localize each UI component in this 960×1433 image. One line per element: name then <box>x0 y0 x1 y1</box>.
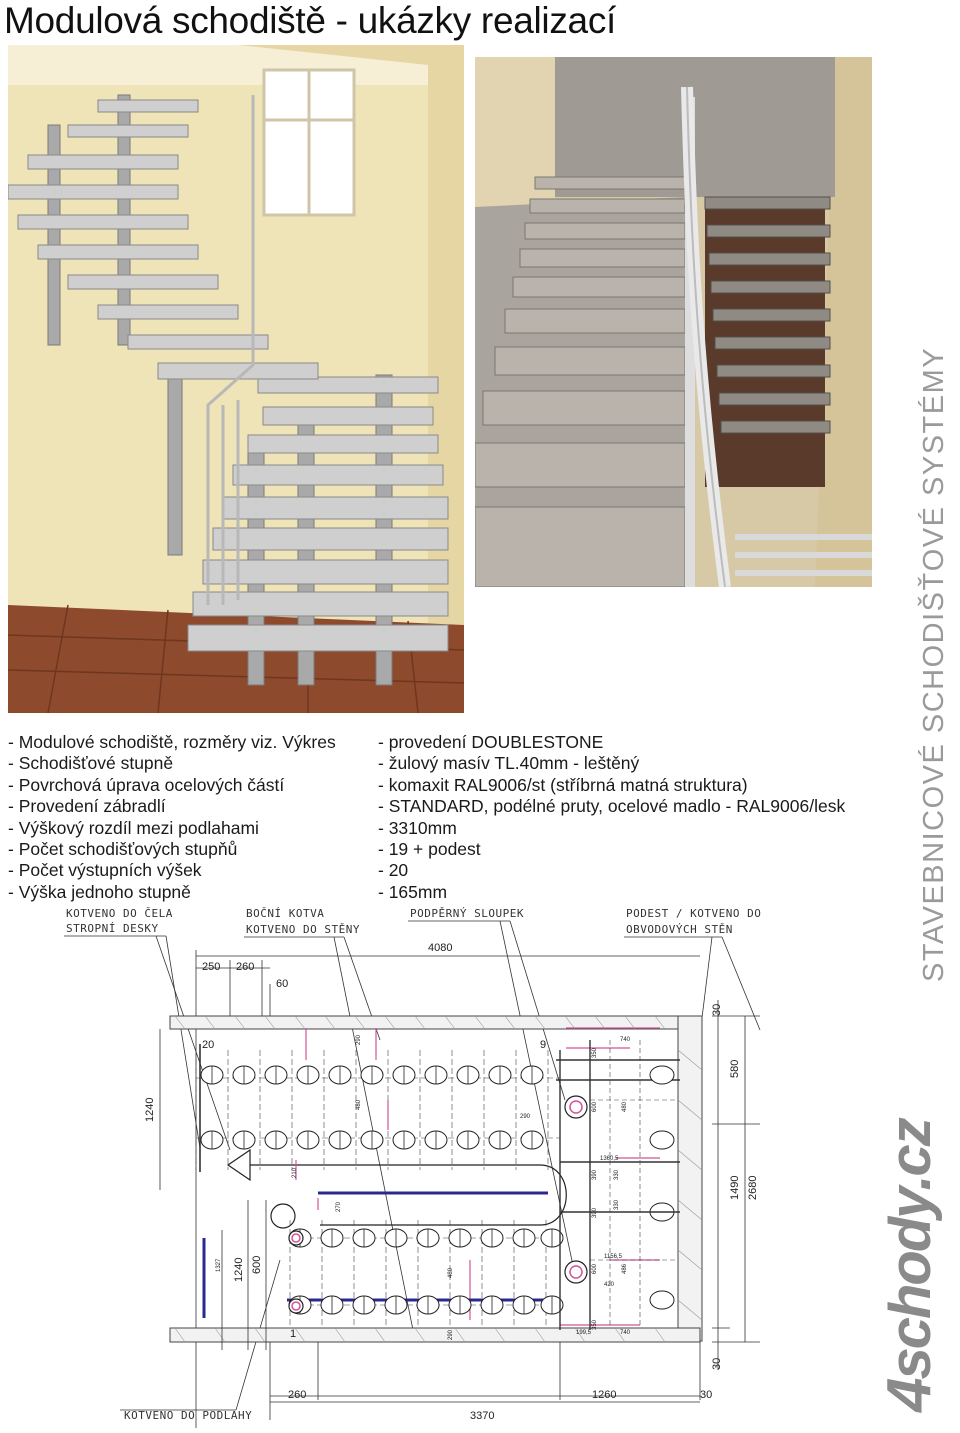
page-title: Modulová schodiště - ukázky realizací <box>4 0 617 41</box>
technical-drawing <box>0 900 900 1428</box>
photo-granite-stair <box>475 57 872 587</box>
dim-260b: 260 <box>288 1389 307 1401</box>
specifications <box>8 732 898 903</box>
label-bocni-kotva-1: BOČNÍ KOTVA <box>246 907 325 920</box>
dim-1: 1 <box>290 1328 297 1340</box>
spec-row <box>8 796 898 817</box>
spec-row <box>8 753 898 774</box>
dim-30c: 30 <box>700 1389 713 1401</box>
dim-s420: 420 <box>604 1282 615 1288</box>
label-podlaha: KOTVENO DO PODLAHY <box>124 1409 253 1422</box>
dim-s486: 486 <box>622 1263 628 1274</box>
spec-value: - komaxit RAL9006/st (stříbrná matná struktura) <box>378 774 748 795</box>
spec-label: - Modulové schodiště, rozměry viz. Výkres <box>8 732 336 752</box>
dim-1240-left: 1240 <box>144 1097 156 1122</box>
dim-s1156: 1156,5 <box>604 1254 622 1260</box>
dim-1327: 1327 <box>216 1258 222 1272</box>
dim-s270: 270 <box>336 1201 342 1212</box>
spec-label: - Počet výstupních výšek <box>8 860 202 881</box>
spec-row <box>8 818 898 839</box>
spec-value: - provedení DOUBLESTONE <box>378 732 604 752</box>
label-bocni-kotva-2: KOTVENO DO STĚNY <box>246 923 360 936</box>
spec-label: - Povrchová úprava ocelových částí <box>8 774 285 795</box>
stair-plan-drawing <box>0 900 900 1428</box>
spec-label: - Provedení zábradlí <box>8 796 166 817</box>
spec-row <box>8 775 898 796</box>
dim-60: 60 <box>276 978 289 990</box>
spec-value: - 19 + podest <box>378 838 481 859</box>
dim-1240-inner: 1240 <box>233 1257 245 1282</box>
dim-250: 250 <box>202 961 221 973</box>
dim-s480a: 480 <box>356 1099 362 1110</box>
spec-label: - Výškový rozdíl mezi podlahami <box>8 817 259 838</box>
spec-value: - 20 <box>378 860 409 881</box>
dim-3370: 3370 <box>470 1410 495 1422</box>
dim-1260: 1260 <box>592 1389 617 1401</box>
dim-9: 9 <box>540 1039 547 1051</box>
dim-20: 20 <box>202 1039 215 1051</box>
spec-label: - Výška jednoho stupně <box>8 881 191 902</box>
dim-30-top: 30 <box>711 1003 723 1016</box>
dim-s199: 199,5 <box>576 1330 592 1336</box>
dim-s290c: 290 <box>520 1114 531 1120</box>
spec-value: - 3310mm <box>378 817 457 838</box>
logo-text: schody.cz <box>878 1119 943 1380</box>
dim-s330b: 330 <box>614 1199 620 1210</box>
dim-s290a: 290 <box>356 1034 362 1045</box>
spec-value: - 165mm <box>378 881 448 902</box>
label-sloupek: PODPĚRNÝ SLOUPEK <box>410 907 524 920</box>
spec-row <box>8 860 898 881</box>
dim-30-bottom: 30 <box>711 1357 723 1370</box>
dim-s740a: 740 <box>620 1037 631 1043</box>
dim-s390b: 390 <box>592 1207 598 1218</box>
dim-s600b: 600 <box>592 1263 598 1274</box>
dim-s1360: 1360,5 <box>600 1156 619 1162</box>
spec-value: - STANDARD, podélné pruty, ocelové madlo - RAL9006/lesk <box>378 796 846 817</box>
spec-row <box>8 732 898 753</box>
dim-s480c: 480 <box>622 1101 628 1112</box>
dim-s390a: 390 <box>592 1169 598 1180</box>
label-podest-2: OBVODOVÝCH STĚN <box>626 923 733 936</box>
label-kotveno-cela-1: KOTVENO DO ČELA <box>66 907 173 920</box>
dim-1490: 1490 <box>729 1175 741 1200</box>
dim-s290b: 290 <box>448 1329 454 1340</box>
label-podest-1: PODEST / KOTVENO DO <box>626 907 762 920</box>
dim-s740b: 740 <box>620 1330 631 1336</box>
dim-580: 580 <box>729 1059 741 1078</box>
dim-260a: 260 <box>236 961 255 973</box>
dim-s210: 210 <box>292 1167 298 1178</box>
dim-2680: 2680 <box>747 1175 759 1200</box>
dim-s350b: 350 <box>592 1319 598 1330</box>
dim-s350a: 350 <box>592 1047 598 1058</box>
dim-s480b: 480 <box>448 1267 454 1278</box>
logo-prefix: 4 <box>875 1379 944 1412</box>
dim-600: 600 <box>251 1255 263 1274</box>
label-kotveno-cela-2: STROPNÍ DESKY <box>66 922 159 935</box>
dim-s600a: 600 <box>592 1101 598 1112</box>
side-vertical-text: STAVEBNICOVÉ SCHODIŠŤOVÉ SYSTÉMY <box>918 346 950 982</box>
spec-row <box>8 839 898 860</box>
spec-label: - Počet schodišťových stupňů <box>8 838 238 859</box>
spec-label: - Schodišťové stupně <box>8 753 174 774</box>
dim-4080: 4080 <box>428 942 453 954</box>
spec-value: - žulový masív TL.40mm - leštěný <box>378 753 640 774</box>
photo-modular-staircase <box>8 45 464 713</box>
dim-s330a: 330 <box>614 1169 620 1180</box>
